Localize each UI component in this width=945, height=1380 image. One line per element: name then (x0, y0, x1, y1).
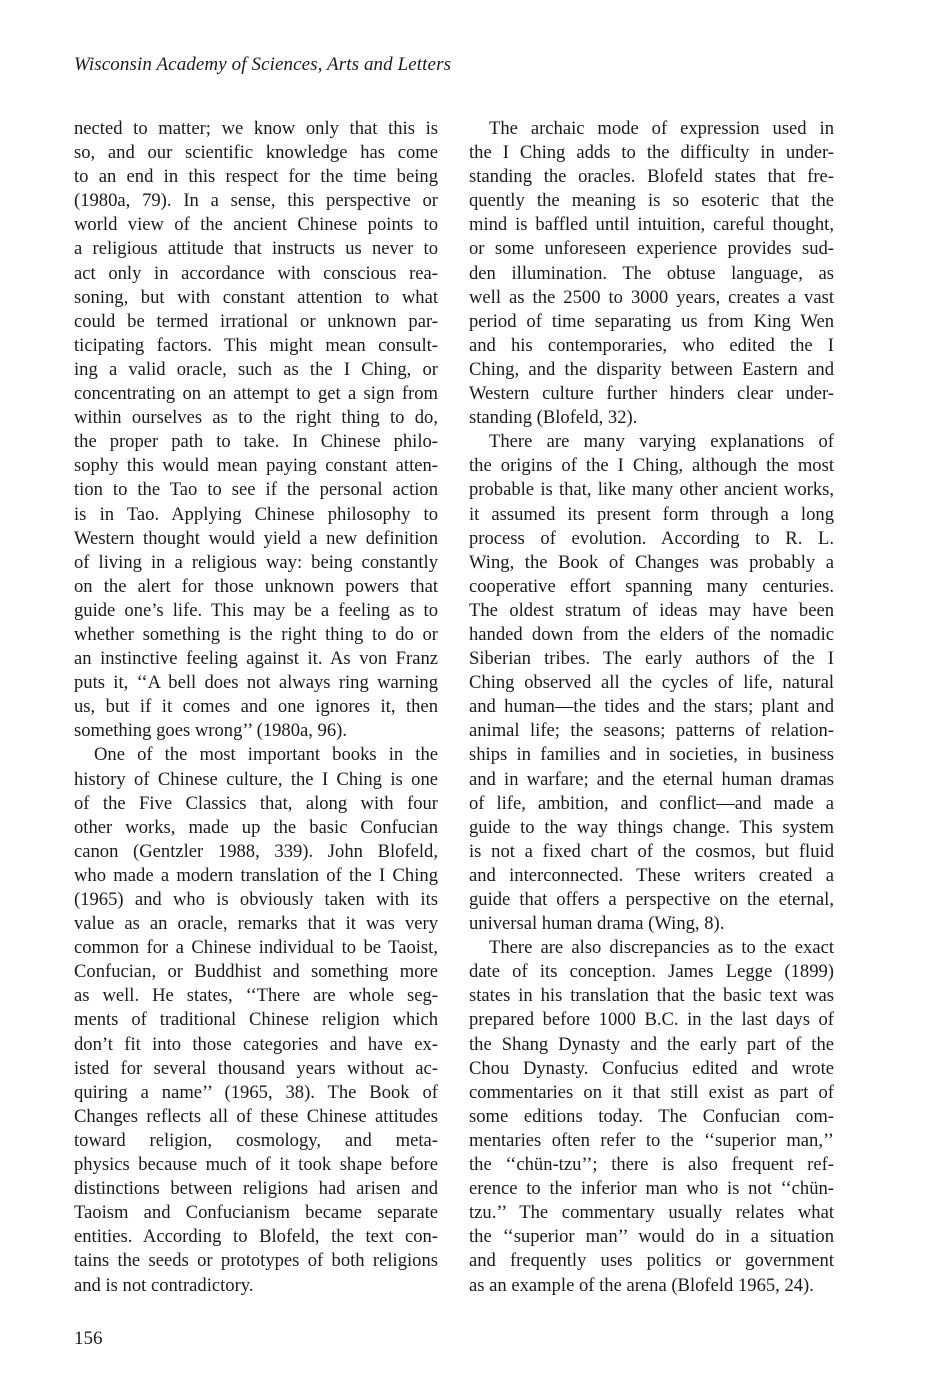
text-line: quiring a name’’ (1965, 38). The Book of (74, 1081, 438, 1103)
text-line: mind is baffled until intuition, careful thought, (469, 214, 834, 236)
text-line: value as an oracle, remarks that it was very (74, 913, 438, 935)
text-line: and interconnected. These writers created a (469, 864, 834, 886)
text-line: tion to the Tao to see if the personal action (74, 479, 438, 501)
text-line: and his contemporaries, who edited the I (469, 334, 834, 356)
text-line: to an end in this respect for the time being (74, 166, 438, 188)
text-line: guide one’s life. This may be a feeling as to (74, 599, 438, 621)
text-line: cooperative effort spanning many centuries. (469, 575, 834, 597)
text-line: who made a modern translation of the I Ching (74, 864, 438, 886)
text-line: is in Tao. Applying Chinese philosophy to (74, 503, 438, 525)
text-line: the origins of the I Ching, although the most (469, 455, 834, 477)
text-line: the Shang Dynasty and the early part of the (469, 1033, 834, 1055)
text-line: act only in accordance with conscious rea- (74, 262, 438, 284)
text-line: it assumed its present form through a long (469, 503, 834, 525)
text-line: universal human drama (Wing, 8). (469, 913, 725, 935)
text-line: is not a fixed chart of the cosmos, but fluid (469, 840, 834, 862)
text-line: common for a Chinese individual to be Taoist, (74, 937, 438, 959)
text-line: period of time separating us from King Wen (469, 310, 834, 332)
text-line: the I Ching adds to the difficulty in under- (469, 142, 834, 164)
text-line: Western thought would yield a new definition (74, 527, 438, 549)
text-line: history of Chinese culture, the I Ching is one (74, 768, 438, 790)
text-line: don’t fit into those categories and have ex- (74, 1033, 438, 1055)
text-line: tains the seeds or prototypes of both religions (74, 1250, 438, 1272)
text-line: on the alert for those unknown powers that (74, 575, 438, 597)
text-line: toward religion, cosmology, and meta- (74, 1129, 438, 1151)
text-line: den illumination. The obtuse language, as (469, 262, 834, 284)
text-line: Siberian tribes. The early authors of the I (469, 648, 834, 670)
text-line: physics because much of it took shape before (74, 1154, 438, 1176)
text-line: The oldest stratum of ideas may have been (469, 599, 834, 621)
running-head: Wisconsin Academy of Sciences, Arts and Letters (74, 54, 452, 75)
text-line: Confucian, or Buddhist and something more (74, 961, 438, 983)
text-line: Changes reflects all of these Chinese attitudes (74, 1105, 438, 1127)
page-number: 156 (74, 1328, 103, 1349)
text-line: concentrating on an attempt to get a sign from (74, 383, 438, 405)
text-line: states in his translation that the basic text was (469, 985, 834, 1007)
text-line: commentaries on it that still exist as part of (469, 1081, 834, 1103)
text-line: puts it, ‘‘A bell does not always ring warning (74, 672, 438, 694)
text-line: ticipating factors. This might mean consult- (74, 334, 438, 356)
text-line: standing the oracles. Blofeld states that fre- (469, 166, 834, 188)
text-line: the ‘‘superior man’’ would do in a situation (469, 1226, 834, 1248)
text-line: Chou Dynasty. Confucius edited and wrote (469, 1057, 834, 1079)
text-line: of living in a religious way: being constantly (74, 551, 438, 573)
text-line: animal life; the seasons; patterns of relation- (469, 720, 834, 742)
text-line: handed down from the elders of the nomadic (469, 623, 834, 645)
text-line: date of its conception. James Legge (1899) (469, 961, 834, 983)
text-line: us, but if it comes and one ignores it, then (74, 696, 438, 718)
text-line: Ching observed all the cycles of life, natural (469, 672, 834, 694)
text-line: ing a valid oracle, such as the I Ching, or (74, 358, 438, 380)
text-line: a religious attitude that instructs us never to (74, 238, 438, 260)
text-line: standing (Blofeld, 32). (469, 407, 638, 429)
text-line: prepared before 1000 B.C. in the last days of (469, 1009, 834, 1031)
text-line: process of evolution. According to R. L. (469, 527, 834, 549)
text-line: and in warfare; and the eternal human dramas (469, 768, 834, 790)
text-line: something goes wrong’’ (1980a, 96). (74, 720, 347, 742)
text-line: entities. According to Blofeld, the text con- (74, 1226, 438, 1248)
text-line: ships in families and in societies, in business (469, 744, 834, 766)
left-text-column (74, 117, 438, 1298)
text-line: some editions today. The Confucian com- (469, 1105, 834, 1127)
text-line: guide that offers a perspective on the eternal, (469, 889, 834, 910)
text-line: an instinctive feeling against it. As von Franz (74, 648, 438, 670)
text-line: Ching, and the disparity between Eastern and (469, 358, 834, 380)
text-line: and is not contradictory. (74, 1274, 254, 1296)
text-line: as an example of the arena (Blofeld 1965, 24). (469, 1274, 814, 1296)
text-line: isted for several thousand years without ac- (74, 1057, 438, 1079)
text-line: of the Five Classics that, along with four (74, 792, 438, 814)
text-line: One of the most important books in the (94, 744, 438, 766)
text-line: quently the meaning is so esoteric that the (469, 190, 834, 212)
text-line: canon (Gentzler 1988, 339). John Blofeld, (74, 840, 438, 862)
text-line: ments of traditional Chinese religion which (74, 1009, 438, 1031)
text-line: probable is that, like many other ancient works, (469, 479, 834, 501)
text-line: world view of the ancient Chinese points to (74, 214, 438, 236)
text-line: the ‘‘chün-tzu’’; there is also frequent ref- (469, 1154, 834, 1176)
text-line: well as the 2500 to 3000 years, creates a vast (469, 286, 834, 308)
text-line: or some unforeseen experience provides sud- (469, 238, 834, 260)
text-line: nected to matter; we know only that this is (74, 118, 438, 139)
text-line: mentaries often refer to the ‘‘superior man,’’ (469, 1129, 834, 1151)
text-line: erence to the inferior man who is not ‘‘chün- (469, 1178, 834, 1200)
text-line: of life, ambition, and conflict—and made a (469, 792, 834, 814)
text-line: (1980a, 79). In a sense, this perspective or (74, 190, 438, 212)
text-line: other works, made up the basic Confucian (74, 816, 438, 838)
text-line: guide to the way things change. This system (469, 816, 834, 838)
text-line: sophy this would mean paying constant atten- (74, 455, 438, 477)
text-line: could be termed irrational or unknown par- (74, 310, 438, 332)
right-text-column (469, 117, 834, 1298)
text-line: Wing, the Book of Changes was probably a (469, 551, 834, 573)
text-line: distinctions between religions had arisen and (74, 1178, 438, 1200)
text-line: so, and our scientific knowledge has come (74, 142, 438, 164)
text-line: the proper path to take. In Chinese philo- (74, 431, 438, 453)
text-line: There are many varying explanations of (489, 431, 834, 453)
text-line: whether something is the right thing to do or (74, 623, 438, 645)
text-line: as well. He states, ‘‘There are whole seg- (74, 985, 438, 1007)
text-line: soning, but with constant attention to what (74, 286, 438, 308)
text-line: and human—the tides and the stars; plant and (469, 696, 834, 718)
text-line: (1965) and who is obviously taken with its (74, 889, 438, 910)
text-line: within ourselves as to the right thing to do, (74, 407, 438, 429)
text-line: and frequently uses politics or government (469, 1250, 834, 1272)
text-line: There are also discrepancies as to the exact (489, 937, 834, 959)
text-line: Taoism and Confucianism became separate (74, 1202, 438, 1224)
text-line: The archaic mode of expression used in (489, 118, 834, 139)
text-line: tzu.’’ The commentary usually relates what (469, 1202, 834, 1224)
text-line: Western culture further hinders clear under- (469, 383, 834, 405)
